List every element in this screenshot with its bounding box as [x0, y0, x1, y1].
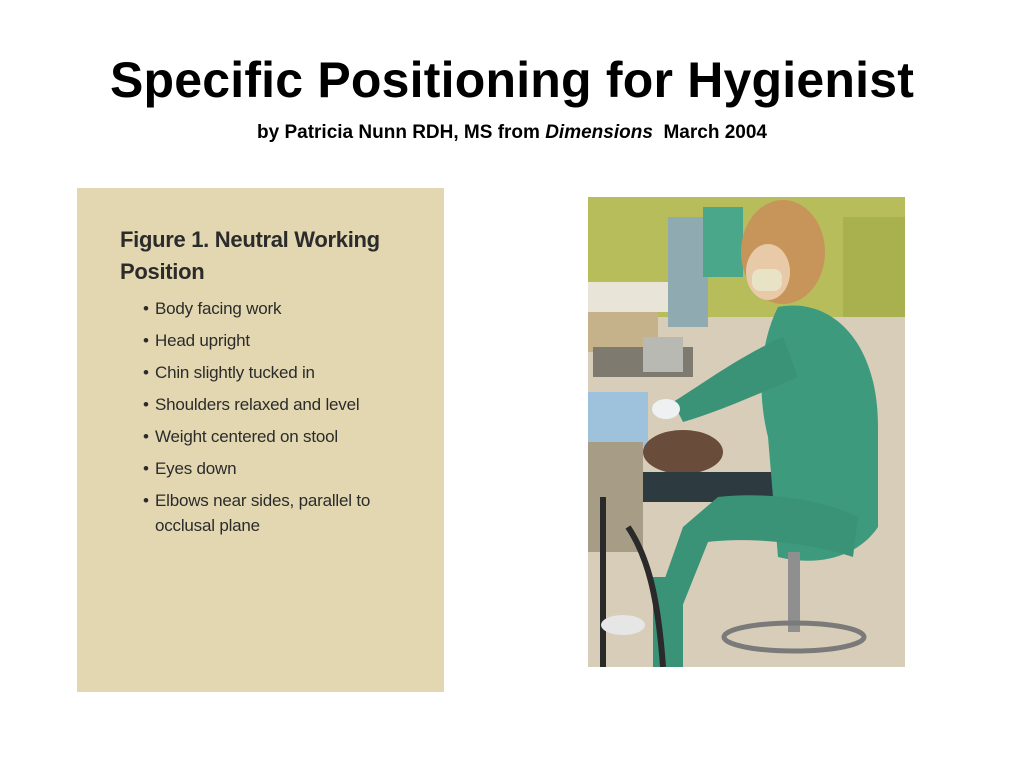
slide-subtitle: [0, 121, 1024, 145]
figure-card: [77, 188, 444, 692]
bullet-item: • Body facing work: [143, 296, 415, 321]
hygienist-photo-illustration: [588, 197, 905, 667]
figure-title: Figure 1. Neutral Working Position: [120, 227, 380, 284]
subtitle-prefix: by Patricia Nunn RDH, MS from: [257, 122, 546, 143]
photo-patient-head: [643, 430, 723, 474]
bullet-item: • Eyes down: [143, 456, 415, 481]
photo-patient-bib: [588, 392, 648, 447]
photo-monitor: [643, 337, 683, 372]
slide-title: Specific Positioning for Hygienist: [109, 52, 915, 108]
bullet-item: • Weight centered on stool: [143, 424, 415, 449]
bullet-item: • Elbows near sides, parallel to occlusal plane: [143, 488, 415, 538]
subtitle-date: March 2004: [652, 122, 767, 143]
photo-hygienist-glove: [652, 399, 680, 419]
figure-bullet-list: [143, 296, 415, 545]
photo-bg-person: [668, 217, 708, 327]
bullet-item: • Head upright: [143, 328, 415, 353]
bullet-item: • Shoulders relaxed and level: [143, 392, 415, 417]
photo-shoe: [601, 615, 645, 635]
subtitle-publication: Dimensions: [545, 122, 653, 143]
photo-hygienist-mask: [752, 269, 782, 291]
bullet-item: • Chin slightly tucked in: [143, 360, 415, 385]
hygienist-photo: [588, 197, 905, 667]
photo-bg-scrubs: [703, 207, 743, 277]
photo-counter: [588, 282, 678, 312]
photo-stool-post: [788, 552, 800, 632]
